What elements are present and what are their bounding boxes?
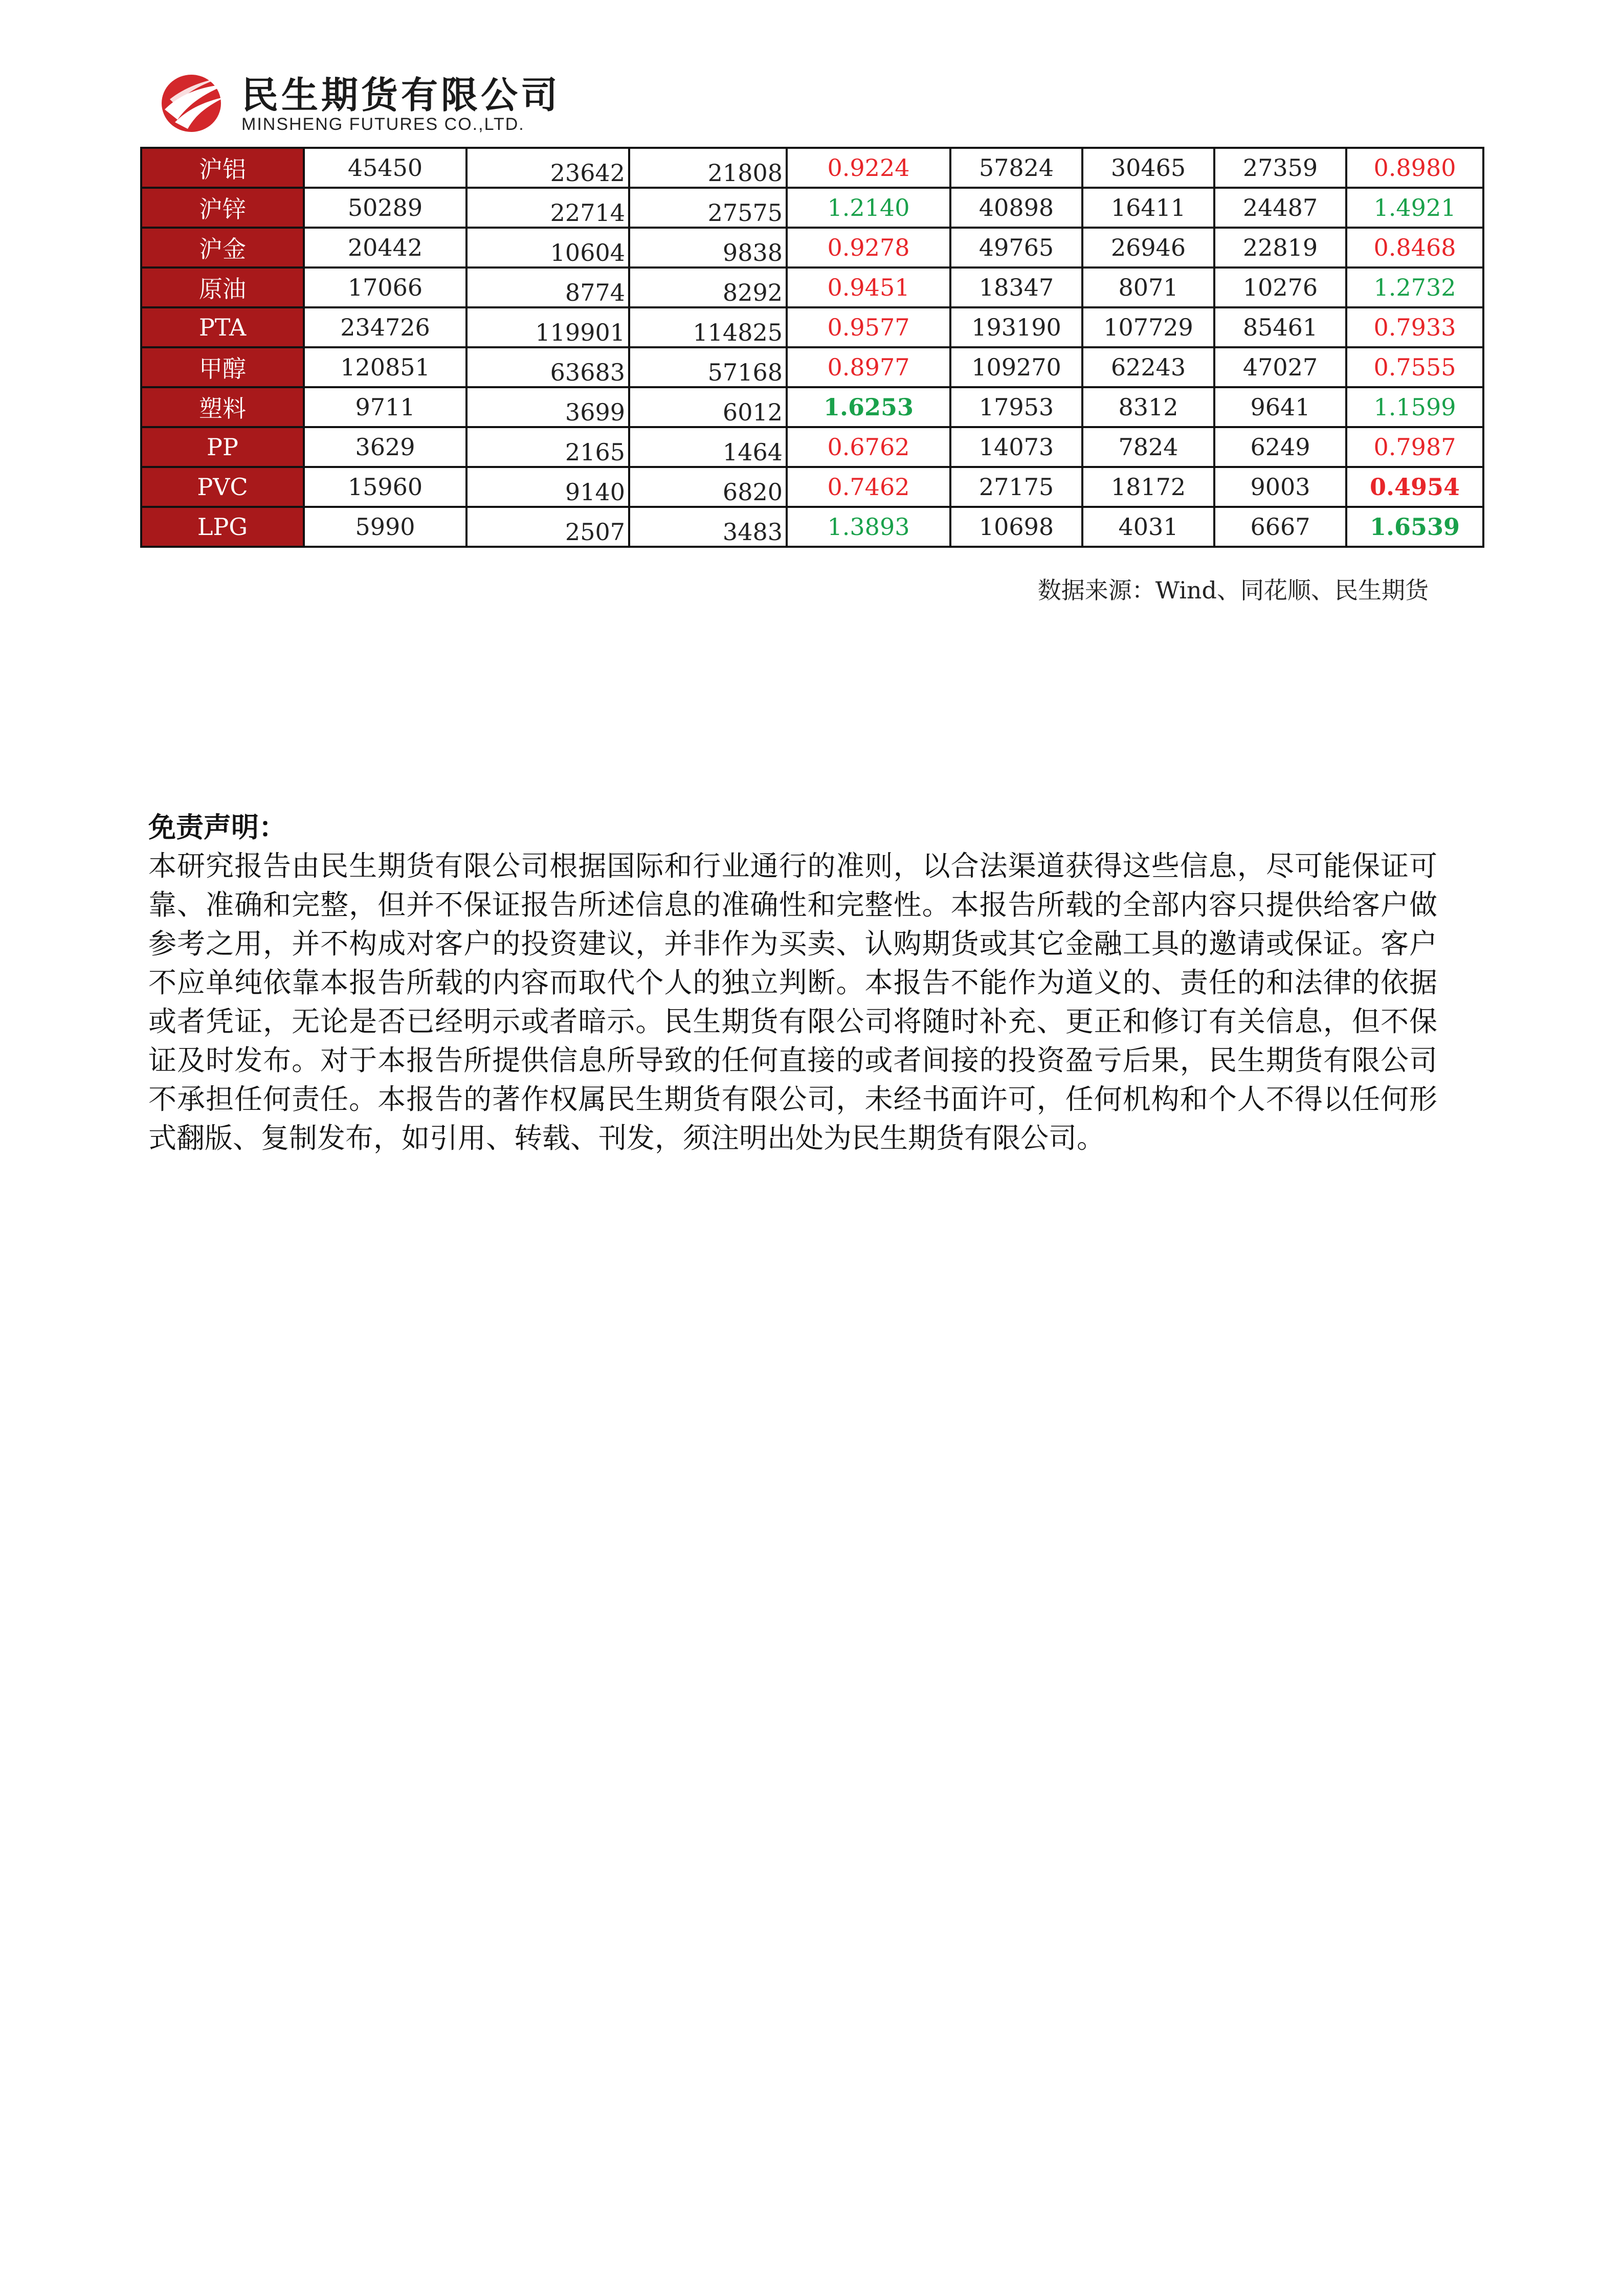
commodity-name-cell: 原油 (141, 268, 304, 307)
short-value-cell-2: 9003 (1214, 467, 1346, 507)
long-value-cell-2: 62243 (1082, 347, 1214, 387)
ratio-cell-2: 0.4954 (1346, 467, 1483, 507)
short-value-cell: 57168 (629, 347, 787, 387)
commodity-name-cell: 沪金 (141, 228, 304, 268)
commodity-name-cell: PVC (141, 467, 304, 507)
disclaimer-body: 本研究报告由民生期货有限公司根据国际和行业通行的准则，以合法渠道获得这些信息，尽可能保证可靠、准确和完整，但并不保证报告所述信息的准确性和完整性。本报告所载的全部内容只提供给客户做参考之用，并不构成对客户的投资建议，并非作为买卖、认购期货或其它金融工具的邀请或保证。客户不应单纯依靠本报告所载的内容而取代个人的独立判断。本报告不能作为道义的、责任的和法律的依据或者凭证，无论是否已经明示或者暗示。民生期货有限公司将随时补充、更正和修订有关信息，但不保证及时发布。对于本报告所提供信息所导致的任何直接的或者间接的投资盈亏后果，民生期货有限公司不承担任何责任。本报告的著作权属民生期货有限公司，未经书面许可，任何机构和个人不得以任何形式翻版、复制发布，如引用、转载、刊发，须注明出处为民生期货有限公司。 (148, 850, 1437, 1154)
ratio-cell-2: 0.8468 (1346, 228, 1483, 268)
short-value-cell: 8292 (629, 268, 787, 307)
table-row (141, 387, 1483, 427)
long-value-cell: 23642 (466, 148, 629, 188)
table-row (141, 507, 1483, 547)
long-value-cell-2: 8071 (1082, 268, 1214, 307)
long-value-cell: 63683 (466, 347, 629, 387)
disclaimer-title: 免责声明： (148, 811, 286, 843)
long-value-cell: 9140 (466, 467, 629, 507)
short-value-cell-2: 47027 (1214, 347, 1346, 387)
total-value-cell-2: 57824 (950, 148, 1082, 188)
ratio-cell: 0.9278 (787, 228, 950, 268)
long-value-cell: 10604 (466, 228, 629, 268)
ratio-cell: 1.6253 (787, 387, 950, 427)
table-row (141, 148, 1483, 188)
table-row (141, 228, 1483, 268)
short-value-cell-2: 10276 (1214, 268, 1346, 307)
long-value-cell: 8774 (466, 268, 629, 307)
table-row (141, 268, 1483, 307)
ratio-cell: 0.6762 (787, 427, 950, 467)
short-value-cell-2: 6667 (1214, 507, 1346, 547)
ratio-cell: 0.9577 (787, 307, 950, 347)
short-value-cell: 6012 (629, 387, 787, 427)
commodity-name-cell: 甲醇 (141, 347, 304, 387)
short-value-cell-2: 6249 (1214, 427, 1346, 467)
table-row (141, 427, 1483, 467)
total-value-cell: 45450 (304, 148, 466, 188)
long-value-cell: 119901 (466, 307, 629, 347)
long-value-cell-2: 18172 (1082, 467, 1214, 507)
ratio-cell-2: 0.7555 (1346, 347, 1483, 387)
total-value-cell: 120851 (304, 347, 466, 387)
short-value-cell: 114825 (629, 307, 787, 347)
ratio-cell-2: 1.1599 (1346, 387, 1483, 427)
total-value-cell: 3629 (304, 427, 466, 467)
total-value-cell-2: 109270 (950, 347, 1082, 387)
short-value-cell-2: 24487 (1214, 188, 1346, 228)
commodity-name-cell: 沪锌 (141, 188, 304, 228)
short-value-cell-2: 27359 (1214, 148, 1346, 188)
ratio-cell: 0.9224 (787, 148, 950, 188)
logo-emblem-icon (160, 69, 231, 135)
total-value-cell: 15960 (304, 467, 466, 507)
long-value-cell-2: 30465 (1082, 148, 1214, 188)
table-row (141, 188, 1483, 228)
long-value-cell-2: 7824 (1082, 427, 1214, 467)
long-value-cell-2: 4031 (1082, 507, 1214, 547)
long-value-cell-2: 107729 (1082, 307, 1214, 347)
short-value-cell: 3483 (629, 507, 787, 547)
commodity-name-cell: PP (141, 427, 304, 467)
total-value-cell: 234726 (304, 307, 466, 347)
long-value-cell: 2165 (466, 427, 629, 467)
total-value-cell: 9711 (304, 387, 466, 427)
short-value-cell: 21808 (629, 148, 787, 188)
long-value-cell-2: 26946 (1082, 228, 1214, 268)
ratio-cell-2: 0.7933 (1346, 307, 1483, 347)
total-value-cell-2: 10698 (950, 507, 1082, 547)
long-value-cell-2: 8312 (1082, 387, 1214, 427)
short-value-cell: 27575 (629, 188, 787, 228)
company-name-cn: 民生期货有限公司 (241, 74, 561, 117)
short-value-cell: 1464 (629, 427, 787, 467)
total-value-cell-2: 40898 (950, 188, 1082, 228)
total-value-cell-2: 193190 (950, 307, 1082, 347)
ratio-cell: 1.3893 (787, 507, 950, 547)
table-row (141, 307, 1483, 347)
open-interest-table (140, 147, 1484, 548)
ratio-cell-2: 1.2732 (1346, 268, 1483, 307)
short-value-cell-2: 22819 (1214, 228, 1346, 268)
ratio-cell: 0.9451 (787, 268, 950, 307)
table-row (141, 467, 1483, 507)
short-value-cell-2: 9641 (1214, 387, 1346, 427)
commodity-name-cell: 沪铝 (141, 148, 304, 188)
long-value-cell: 22714 (466, 188, 629, 228)
total-value-cell-2: 14073 (950, 427, 1082, 467)
ratio-cell: 0.7462 (787, 467, 950, 507)
table-row (141, 347, 1483, 387)
total-value-cell: 20442 (304, 228, 466, 268)
data-source-note: 数据来源：Wind、同花顺、民生期货 (1037, 576, 1429, 604)
ratio-cell-2: 0.8980 (1346, 148, 1483, 188)
long-value-cell: 2507 (466, 507, 629, 547)
ratio-cell-2: 0.7987 (1346, 427, 1483, 467)
commodity-name-cell: PTA (141, 307, 304, 347)
short-value-cell: 9838 (629, 228, 787, 268)
total-value-cell: 17066 (304, 268, 466, 307)
total-value-cell-2: 27175 (950, 467, 1082, 507)
short-value-cell: 6820 (629, 467, 787, 507)
commodity-name-cell: LPG (141, 507, 304, 547)
total-value-cell-2: 49765 (950, 228, 1082, 268)
long-value-cell-2: 16411 (1082, 188, 1214, 228)
ratio-cell-2: 1.4921 (1346, 188, 1483, 228)
ratio-cell-2: 1.6539 (1346, 507, 1483, 547)
total-value-cell: 5990 (304, 507, 466, 547)
commodity-name-cell: 塑料 (141, 387, 304, 427)
company-name-en: MINSHENG FUTURES CO.,LTD. (241, 115, 525, 134)
company-logo (160, 65, 610, 142)
long-value-cell: 3699 (466, 387, 629, 427)
total-value-cell-2: 17953 (950, 387, 1082, 427)
ratio-cell: 0.8977 (787, 347, 950, 387)
short-value-cell-2: 85461 (1214, 307, 1346, 347)
ratio-cell: 1.2140 (787, 188, 950, 228)
total-value-cell: 50289 (304, 188, 466, 228)
total-value-cell-2: 18347 (950, 268, 1082, 307)
